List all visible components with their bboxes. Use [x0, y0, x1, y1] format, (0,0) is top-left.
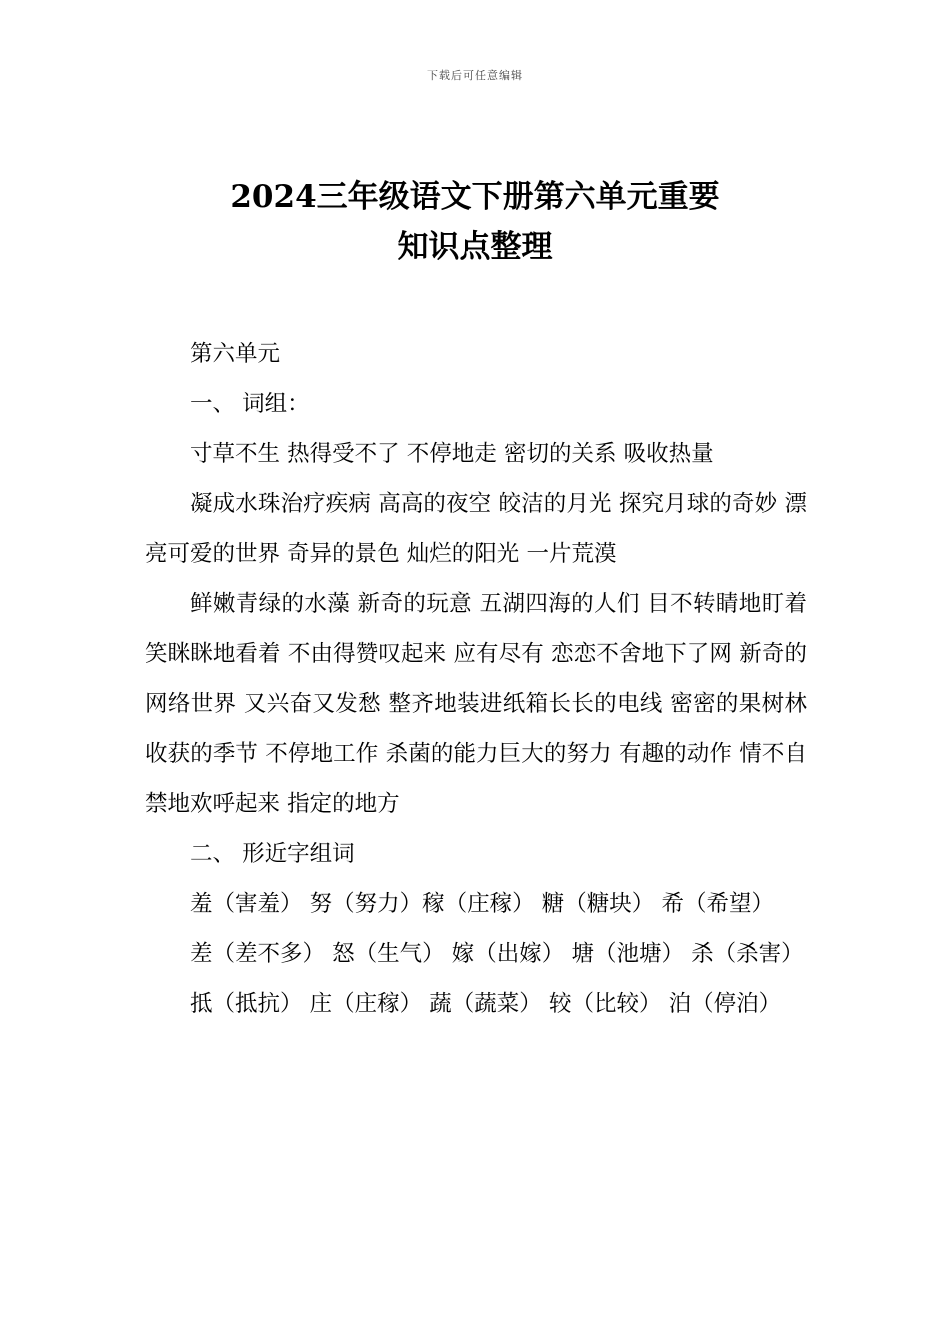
section-heading-similar-characters: 二、 形近字组词 — [190, 841, 355, 867]
header-note: 下载后可任意编辑 — [427, 69, 523, 82]
similar-character-paragraph: 差（差不多） 怒（生气） 嫁（出嫁） 塘（池塘） 杀（杀害） — [190, 941, 804, 967]
unit-heading: 第六单元 — [190, 341, 281, 367]
title-line-2: 知识点整理 — [397, 229, 553, 265]
phrase-paragraph: 鲜嫩青绿的水藻 新奇的玩意 五湖四海的人们 目不转睛地盯着 笑眯眯地看着 不由得赞叹起来 应有尽有 恋恋不舍地下了网 新奇的网络世界 又兴奋又发愁 整齐地装进纸箱长长的电线 密密的果树林 收获的季节 不停地工作 杀菌的能力巨大的努力 有趣的动作 情不自禁地欢呼起来 指定的地方 — [145, 591, 807, 817]
similar-character-paragraph: 羞（害羞） 努（努力）稼（庄稼） 糖（糖块） 希（希望） — [190, 891, 774, 917]
section-heading-phrases: 一、 词组： — [190, 391, 310, 417]
similar-character-paragraph: 抵（抵抗） 庄（庄稼） 蔬（蔬菜） 较（比较） 泊（停泊） — [190, 991, 782, 1017]
phrase-paragraph: 凝成水珠治疗疾病 高高的夜空 皎洁的月光 探究月球的奇妙 漂亮可爱的世界 奇异的景色 灿烂的阳光 一片荒漠 — [145, 491, 807, 567]
title-line-1: 2024三年级语文下册第六单元重要 — [230, 179, 720, 215]
document-title — [120, 172, 830, 272]
document-body — [145, 329, 807, 1029]
phrase-paragraph: 寸草不生 热得受不了 不停地走 密切的关系 吸收热量 — [190, 441, 714, 467]
